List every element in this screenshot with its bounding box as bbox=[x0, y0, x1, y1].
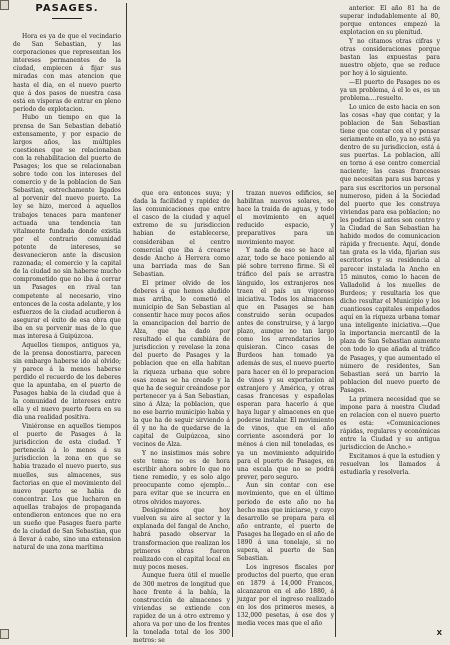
column-4 bbox=[340, 5, 440, 636]
column-rule bbox=[126, 3, 127, 637]
paragraph: Hubo un tiempo en que la prensa de San Sebastian debatió extensamente, y por espacio de largos años, las múltiples cuestiones que se relacionaban con la rehabilitacion del puerto de Pasages; los que se relacionaban sobre todo con los intereses del comercio y de la poblacion de San Sebastian, estrechamente ligados al porvenir del nuevo puerto. La ley se hizo, merced á aquellos trabajos tenaces para mantener actuada una tendencia tan vitalmente fundada donde existia por el contrario comunidad potente de intereses, se desvanecieron ante la discusion razonada; el comercio y la capital de la ciudad no sin haberse mucho comprometido que no iba á cerrar un Pasages en rival tan competente al necesario, vino entonces de la costa adelante, y los esfuerzos de la ciudad acudieron á asegurar el éxito de esa obra que iba en su porvenir mas de lo que mas interesa á Guipúzcoa. bbox=[13, 114, 121, 340]
column-2 bbox=[133, 190, 230, 645]
paragraph: Y nada de eso se hace al azar, todo se hace poniendo al pié sobre terreno firme. Si el tráfico del país se arrastra lánguido, los extranjeros nos traen el país un vigoroso iniciativa. Todos los almacenes que en Pasages se han construido serán ocupados antes de construirse, y á largo plazo, aunque no tan largo como los arrendatarios lo quisieran. Cinco casas de Burdeos han tomado ya además de sus, el nuevo puerto para hacer en él lo preparacion de vinos y su exportacion al extranjero y América, y otras casas francesas y españolas esperan para hacerlo á que haya lugar y almacenes en que poderse instalar. El movimiento de vinos, que en el año corriente ascenderá por lo ménos á cien mil toneladas, es ya un movimiento adquirido para el puerto de Pasages, en una escala que no se podrá prever, pero seguro. bbox=[237, 247, 334, 481]
paragraph: Viniéronse en aquellos tiempos el puerto de Pasages á la jurisdiccion de esta ciudad. Y perteneciá á lo menos á su jurisdiccion la zona en que se habia trazado el nuevo puerto, sus muelles, sus almacenes, sus factorias en que el movimiento del nuevo puerto se habia de concentrar. Los que lucharon en aquellas trabajos de propaganda entendieron entonces que no era un sueño que Pasages fuera parte de la ciudad de San Sebastian, que á llevar á cabo, sino una extension natural de una zona marítima bbox=[13, 423, 121, 552]
paragraph: Y no insistimos más sobre este tema: no es de hora escribir ahora sobre lo que no tiene remedio, y es solo algo preocupante como ejemplo... para evitar que se incurra en otros olvidos mayores. bbox=[133, 450, 230, 506]
paragraph: Excitamos á que la estudien y resuelvan los llamados á estudiarla y resolverla. bbox=[340, 452, 440, 476]
paragraph: Los ingresos fiscales por productos del puerto, que eran en 1879 á 14,000 Francos, alcanzaron en el año 1880, á juzgar por el ingreso realizado en los dos primeros meses, a 132,000 pesetas, á ese dos y media veces mas que el año bbox=[237, 563, 334, 628]
paragraph: que era entonces suya; y dada la facilidad y rapidez de las comunicaciones que entre el casco de la ciudad y aquel extremo de su jurisdiccion habian de establecerse, considerában el centro comercial que iba á crearse desde Ancho á Herrera como una barriada mas de San Sebastian. bbox=[133, 190, 230, 278]
end-mark: X bbox=[436, 629, 442, 637]
paragraph: trazan nuevos edificios, se habilitan nuevos solares, se hace la traida de aguas, y todo el movimiento en aquel reducido espacio, y preparativos para un movimiento mayor. bbox=[237, 190, 334, 246]
paragraph: Lo unico de esto hacia en son las cosas «hay que contar, y la poblacion de San Sebastian tiene que contar con el y pensar seriamente en ello, ya no está ya dentro de su jurisdiccion, está á sus puertas. La poblacion, allí en torno á ese centro comercial naciente; las casas francesas que necesitan para sus barcas y para sus escritorios un personal numeroso, piden á la Sociedad del puerto que les construya viviendas para esa poblacion; no les podrian si antes son centro y la Ciudad de San Sebastian ha habido modos de comunicacion rápida y frecuente. Aquí, donde tan grata es la vida, fijarian sus escritorios y su residencia al parecer instalada la Ancho en 15 minutos, como lo hacen de Valladolid á los muelles de Burdeos; y resultaria los que dicho resultar el Municipio y los cuantiosos capitales empeñados aquí en la riqueza urbana tomar una inteligente iniciativa.—Que la importancia mercantil de la plaza de San Sebastian aumente con todo lo que añada al tráfico de Pasages, y que aumentado el número de residentes, San Sebastian será un barrio la poblacion del nuevo puerto de Pasages. bbox=[340, 103, 440, 394]
paragraph: Y no citamos otras cifras y otras consideraciones porque bastan las expuestas para nuestro objeto, que se reduce por hoy á lo siguiente. bbox=[340, 37, 440, 78]
paragraph: Designémos que hoy vuelven su aire al sector y la explanada del fangal de Ancho, habrá pasado observar la transformacion que realizan los primeros obras fueron realizado con el capital local en muy pocos meses. bbox=[133, 507, 230, 571]
paragraph: Hora es ya de que el vecindario de San Sebastian, y las corporaciones que representan los intereses permanentes de la ciudad, empiecen á fijar sus miradas con mas atencion que hasta el dia, en el nuevo puerto que á dos pasos de nuestra casa está en vísperas de entrar en pleno período de explotacion. bbox=[13, 33, 121, 113]
paragraph: El primer olvido de los deberes á que hemos aludido mas arriba, lo cometió el municipio de San Sebastian al consentir hace muy pocos años la emancipacion del barrio de Alza, que ha dado por resultado el que cambiára de jurisdiccion y revelase la zona del puerto de Pasages y la poblacion que en ella habitan la riqueza urbana que sobre esas zonas se ha creado y la que ha de seguir creándose por pertenecer ya á San Sebastian, sino á Alza; la poblacion, que no ese barrio municipio habia y la que ha de seguir sirviendo á él y no ha de quedarse de la capital de Guipúzcoa, sino vecinos de Alza. bbox=[133, 279, 230, 449]
paragraph: anterior. El año 81 ha de superar indudablemente al 80, porque entonces empezó la explotacion en su plenitud. bbox=[340, 5, 440, 37]
article-title: PASAGES. bbox=[13, 3, 121, 19]
paragraph: Aunque fuera útil el muelle de 300 metros de longitud que hace frente á la bahía, la construcción de almacenes y viviendas se extiende con rapidez de un á otro extremo y ahora va por uno de los frentes la tonelada total de los 300 metros: se bbox=[133, 572, 230, 645]
column-rule bbox=[232, 190, 233, 637]
corner-binding-mark bbox=[0, 629, 9, 639]
column-1 bbox=[13, 33, 121, 636]
paragraph: La primera necesidad que se impone para á nuestra Ciudad en relacion con el nuevo puerto es esta: «Comunicaciones rápidas, regulares y económicas entre la Ciudad y su antigua jurisdiccion de Ancho.» bbox=[340, 395, 440, 452]
paragraph: —El puerto de Pasages no es ya un problema, á el lo es, es un problema....resuelto. bbox=[340, 78, 440, 103]
corner-binding-mark bbox=[0, 0, 9, 10]
paragraph: Aun sin contar con ese movimiento, que en el último periodo de este año no ha hecho mas que iniciarse, y cuyo desarrollo se prepara para el año entrante, el puerto de Pasages ha llegado en el año de 1890 á una tonelaje, si no supera, al puerto de San Sebastian. bbox=[237, 482, 334, 563]
column-rule bbox=[335, 190, 336, 637]
paragraph: Aquellos tiempos, antiguos ya, de la prensa donostiarra, parecen sin embargo haberse ido al olvido; y parece á la menos haberse perdido el recuerdo de los deberes que la apuntaba, en el puerto de Pasages habia de la ciudad que á la comunidad de intereses entre ella y el nuevo puerto fuera en su dia una realidad positiva. bbox=[13, 341, 121, 422]
column-3 bbox=[237, 190, 334, 636]
